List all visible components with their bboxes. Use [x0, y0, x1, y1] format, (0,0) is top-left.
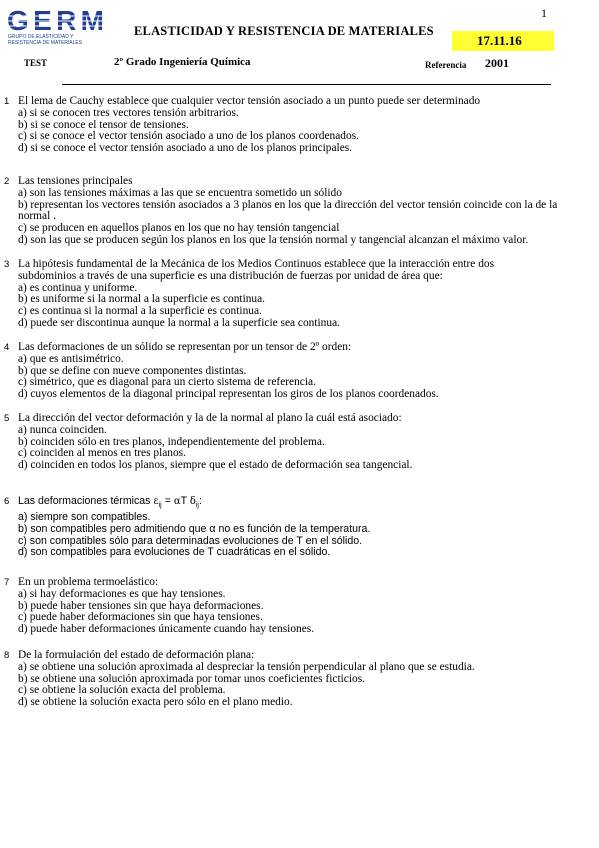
option-c: c) si se conoce el vector tensión asociado a uno de los planos coordenados.: [18, 130, 359, 143]
germ-logo-graphic: [6, 6, 106, 46]
logo-subtitle-1: GRUPO DE ELASTICIDAD Y: [8, 34, 74, 40]
question-number: 3: [4, 259, 10, 270]
reference-label: Referencia: [425, 60, 467, 70]
option-b: b) representan los vectores tensión asociados a 3 planos en los que la dirección del vector tensión coincide con la de la normal .: [18, 198, 558, 223]
question-stem: El lema de Cauchy establece que cualquier vector tensión asociado a un punto puede ser determinado: [18, 95, 481, 107]
option-b: b) puede haber tensiones sin que haya deformaciones.: [18, 599, 264, 612]
question-stem: La dirección del vector deformación y la de la normal al plano la cuál está asociado:: [18, 412, 402, 424]
question-4: [18, 342, 566, 401]
option-c: c) se producen en aquellos planos en los que no hay tensión tangencial: [18, 222, 340, 235]
exam-date: 17.11.16: [477, 33, 522, 48]
option-c: c) es continua si la normal a la superficie es continua.: [18, 305, 262, 318]
question-6: [18, 496, 566, 559]
option-b: b) son compatibles pero admitiendo que α no es función de la temperatura.: [18, 522, 371, 535]
option-d: d) se obtiene la solución exacta pero sólo en el plano medio.: [18, 696, 293, 709]
question-number: 2: [4, 176, 10, 187]
question-3: [18, 259, 566, 330]
question-number: 8: [4, 650, 10, 661]
option-a: a) si se conocen tres vectores tensión arbitrarios.: [18, 106, 239, 119]
germ-logo: [6, 6, 106, 46]
question-stem-line-1: La hipótesis fundamental de la Mecánica de los Medios Continuos establece que la interacción entre dos: [18, 258, 495, 270]
delta-subscript: ij: [195, 502, 199, 510]
delta-symbol: δ: [189, 496, 196, 507]
option-d: d) puede haber deformaciones únicamente cuando hay tensiones.: [18, 623, 315, 636]
header-divider: [62, 84, 551, 85]
option-b: b) se obtiene una solución aproximada por tomar unos coeficientes ficticios.: [18, 672, 365, 685]
option-b: b) es uniforme si la normal a la superficie es continua.: [18, 293, 266, 306]
question-stem: [18, 496, 566, 512]
logo-subtitle-2: RESISTENCIA DE MATERIALES: [8, 40, 83, 46]
stem-colon: :: [198, 495, 202, 507]
question-stem-line-2: subdominios a través de una superficie es una distribución de fuerzas por unidad de área que:: [18, 269, 443, 282]
option-b: b) si se conoce el tensor de tensiones.: [18, 118, 189, 131]
option-a: a) siempre son compatibles.: [18, 510, 151, 523]
option-d: d) son las que se producen según los planos en los que la tensión normal y tangencial alcanzan el máximo valor.: [18, 233, 529, 246]
option-b: b) coinciden sólo en tres planos, independientemente del problema.: [18, 435, 325, 448]
document-title: ELASTICIDAD Y RESISTENCIA DE MATERIALES: [134, 24, 434, 38]
option-a: a) son las tensiones máximas a las que se encuentra sometido un sólido: [18, 186, 342, 199]
page-number: 1: [541, 6, 547, 20]
option-a: a) es continua y uniforme.: [18, 281, 138, 294]
equals-sign: =: [161, 495, 174, 507]
course-label: 2º Grado Ingeniería Química: [114, 56, 251, 68]
option-d: d) cuyos elementos de la diagonal principal representan los giros de los planos coordenados.: [18, 388, 439, 401]
option-a: a) que es antisimétrico.: [18, 352, 124, 365]
option-d: d) coinciden en todos los planos, siempre que el estado de deformación sea tangencial.: [18, 459, 413, 472]
epsilon-symbol: ε: [153, 496, 159, 507]
option-a: a) si hay deformaciones es que hay tensiones.: [18, 587, 226, 600]
logo-letters: GERM: [7, 6, 103, 36]
question-number: 4: [4, 342, 10, 353]
option-d: d) son compatibles para evoluciones de T cuadráticas en el sólido.: [18, 546, 331, 559]
epsilon-subscript: ij: [158, 502, 162, 510]
question-number: 1: [4, 96, 10, 107]
alpha-symbol: α: [173, 496, 181, 507]
question-stem: De la formulación del estado de deformación plana:: [18, 649, 255, 661]
question-8: [18, 650, 566, 709]
test-label: TEST: [24, 58, 48, 68]
question-2: [18, 176, 566, 247]
question-stem: Las deformaciones de un sólido se representan por un tensor de 2º orden:: [18, 341, 352, 353]
option-b: b) que se define con nueve componentes distintas.: [18, 364, 247, 377]
option-c: c) coinciden al menos en tres planos.: [18, 447, 186, 460]
question-1: [18, 96, 566, 155]
option-a: a) nunca coinciden.: [18, 423, 107, 436]
question-number: 5: [4, 413, 10, 424]
question-stem: Las tensiones principales: [18, 175, 133, 187]
option-d: d) puede ser discontinua aunque la normal a la superficie sea continua.: [18, 316, 340, 329]
temperature-symbol: T: [180, 495, 190, 507]
option-c: c) simétrico, que es diagonal para un cierto sistema de referencia.: [18, 376, 316, 389]
stem-text: Las deformaciones térmicas: [18, 495, 154, 507]
question-number: 6: [4, 496, 10, 507]
option-d: d) si se conoce el vector tensión asociado a uno de los planos principales.: [18, 142, 353, 155]
question-number: 7: [4, 577, 10, 588]
option-c: c) son compatibles sólo para determinadas evoluciones de T en el sólido.: [18, 534, 363, 547]
question-7: [18, 577, 566, 636]
option-c: c) se obtiene la solución exacta del problema.: [18, 684, 226, 697]
question-5: [18, 413, 566, 472]
option-c: c) puede haber deformaciones sin que haya tensiones.: [18, 611, 263, 624]
question-stem: En un problema termoelástico:: [18, 576, 159, 588]
option-a: a) se obtiene una solución aproximada al despreciar la tensión perpendicular al plano que se estudia.: [18, 660, 475, 673]
reference-value: 2001: [485, 56, 509, 70]
